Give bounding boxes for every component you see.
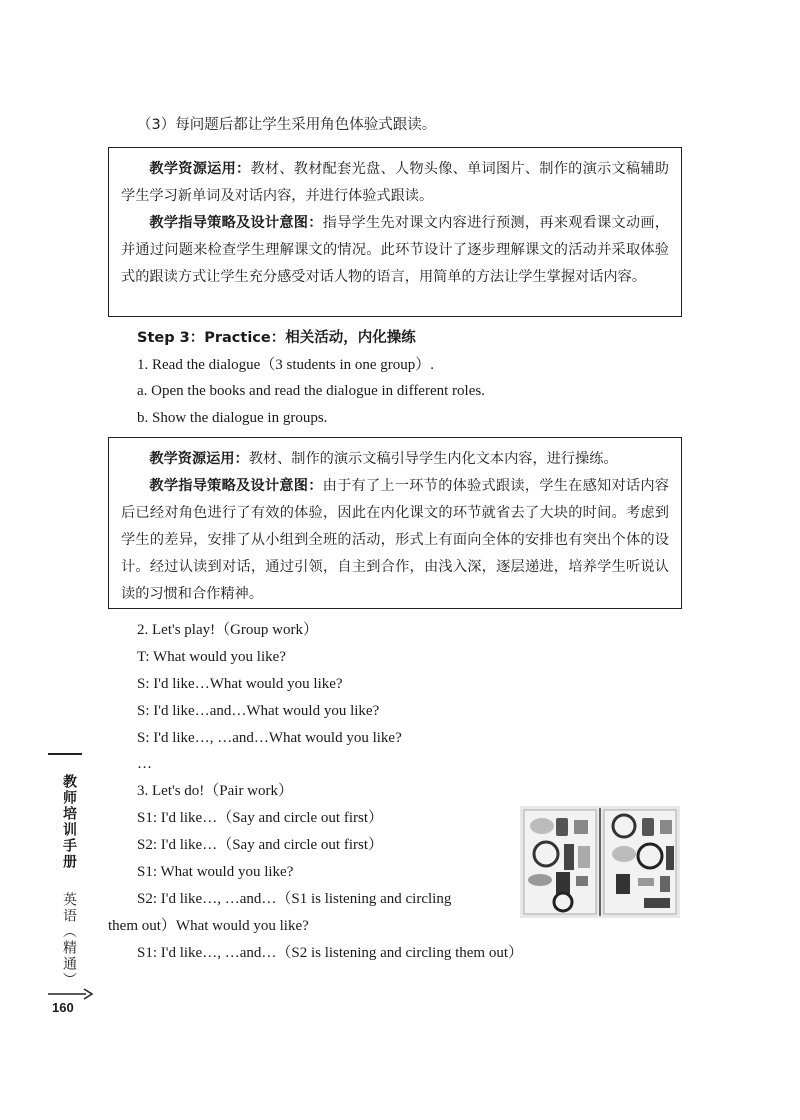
teaching-note-box-2 [108, 437, 682, 609]
worksheet-picture-icon [520, 806, 680, 918]
resource-usage-text: 教材、制作的演示文稿引导学生内化文本内容，进行操练。 [248, 451, 618, 467]
dialogue-line: S1: I'd like…（Say and circle out first） [137, 810, 383, 826]
dialogue-line-continued: them out）What would you like? [108, 918, 309, 934]
page-number: 160 [52, 1000, 74, 1015]
resource-usage-paragraph [121, 446, 669, 473]
dialogue-line: S2: I'd like…（Say and circle out first） [137, 837, 383, 853]
dialogue-line: S: I'd like…and…What would you like? [137, 703, 380, 719]
sidebar-subject: 英语（精通） [61, 892, 77, 988]
resource-usage-text: 教材、教材配套光盘、人物头像、单词图片、制作的演示文稿辅助学生学习新单词及对话内容，并进行体验式跟读。 [121, 161, 669, 204]
dialogue-line: S1: I'd like…, …and…（S2 is listening and circling them out） [137, 945, 524, 961]
strategy-label: 教学指导策略及设计意图： [149, 478, 323, 494]
step-3-title: Step 3：Practice：相关活动，内化操练 [137, 330, 416, 346]
dialogue-line: S: I'd like…, …and…What would you like? [137, 730, 402, 746]
sidebar-book-title: 教师培训手册 [61, 774, 77, 870]
strategy-paragraph [121, 210, 669, 291]
step-3-item-a: a. Open the books and read the dialogue in different roles. [137, 383, 485, 399]
step-3-item-1: 1. Read the dialogue（3 students in one group）. [137, 357, 435, 373]
strategy-paragraph [121, 473, 669, 608]
strategy-text: 指导学生先对课文内容进行预测，再来观看课文动画，并通过问题来检查学生理解课文的情况。此环节设计了逐步理解课文的活动并采取体验式的跟读方式让学生充分感受对话人物的语言，用简单的方法让学生掌握对话内容。 [121, 215, 669, 285]
resource-usage-paragraph [121, 156, 669, 210]
activity-2-title: 2. Let's play!（Group work） [137, 622, 319, 638]
dialogue-line: T: What would you like? [137, 649, 286, 665]
intro-item-3: （3）每问题后都让学生采用角色体验式跟读。 [137, 117, 437, 133]
activity-3-title: 3. Let's do!（Pair work） [137, 783, 294, 799]
resource-usage-label: 教学资源运用： [149, 451, 249, 467]
strategy-text: 由于有了上一环节的体验式跟读，学生在感知对话内容后已经对角色进行了有效的体验，因此在内化课文的环节就省去了大块的时间。考虑到学生的差异，安排了从小组到全班的活动，形式上有面向全体的安排也有突出个体的设计。经过认读到对话，通过引领，自主到合作，由浅入深，逐层递进，培养学生听说认读的习惯和合作精神。 [121, 478, 669, 602]
activity-illustration [520, 806, 680, 918]
teaching-note-box-1 [108, 147, 682, 317]
ellipsis-line: … [137, 756, 152, 772]
dialogue-line: S2: I'd like…, …and…（S1 is listening and circling [137, 891, 452, 907]
dialogue-line: S1: What would you like? [137, 864, 294, 880]
resource-usage-label: 教学资源运用： [149, 161, 251, 177]
sidebar-top-rule [48, 753, 82, 755]
strategy-label: 教学指导策略及设计意图： [149, 215, 323, 231]
step-3-item-b: b. Show the dialogue in groups. [137, 410, 328, 426]
sidebar-arrow-icon [48, 988, 96, 1000]
dialogue-line: S: I'd like…What would you like? [137, 676, 343, 692]
